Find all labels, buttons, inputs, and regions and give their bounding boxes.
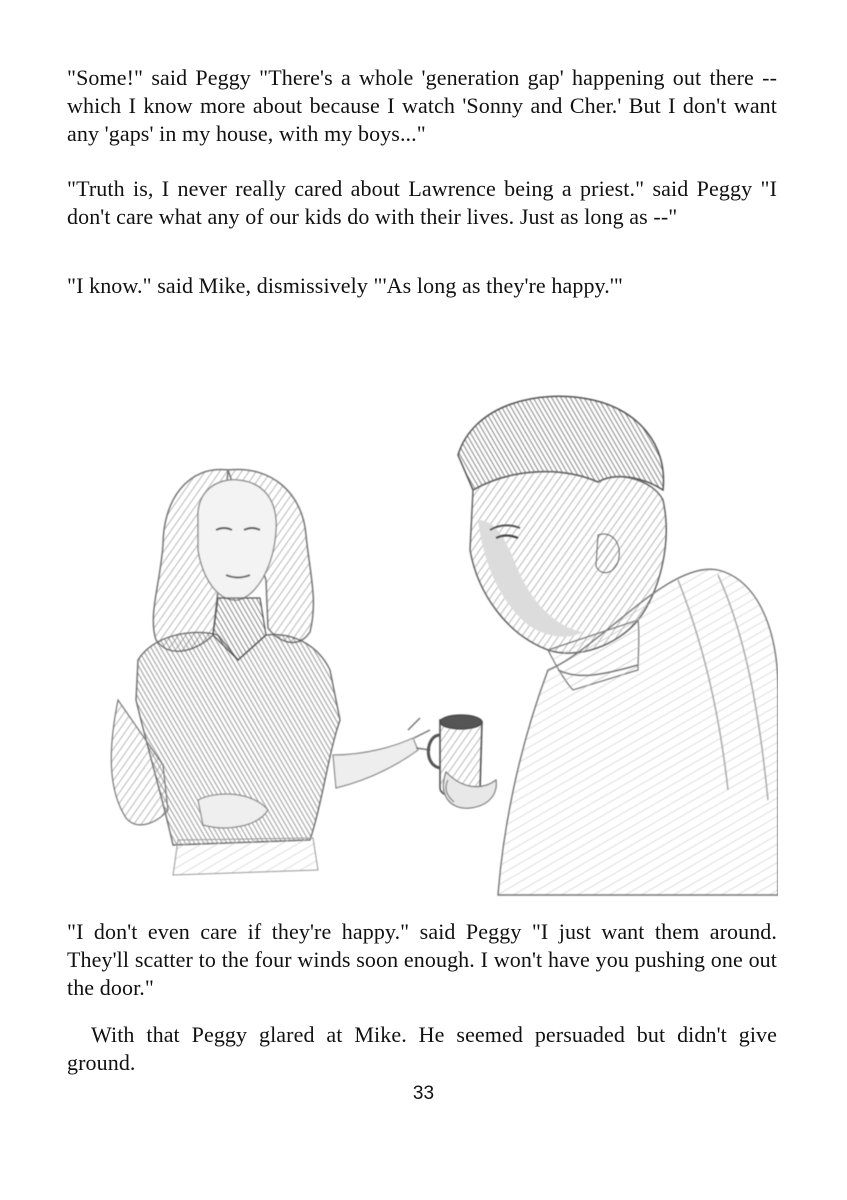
- woman-figure: [111, 469, 430, 875]
- paragraph-1: "Some!" said Peggy "There's a whole 'generation gap' happening out there -- which I know more about because I watch 'Sonny and Cher.' But I don't want any 'gaps' in my house, with my boys...": [67, 65, 777, 146]
- paragraph-5: With that Peggy glared at Mike. He seemed persuaded but didn't give ground.: [67, 1022, 777, 1075]
- paragraph-4: "I don't even care if they're happy." said Peggy "I just want them around. They'll scatter to the four winds soon enough. I won't have you pushing one out the door.": [67, 919, 777, 1000]
- paragraph-3: "I know." said Mike, dismissively "'As long as they're happy.'": [67, 273, 623, 298]
- page-number: 33: [412, 1083, 435, 1104]
- coffee-mug: [428, 715, 496, 808]
- pencil-illustration: [78, 370, 778, 900]
- paragraph-2: "Truth is, I never really cared about Lawrence being a priest." said Peggy "I don't care what any of our kids do with their lives. Just as long as --": [67, 176, 777, 229]
- man-figure: [458, 396, 778, 895]
